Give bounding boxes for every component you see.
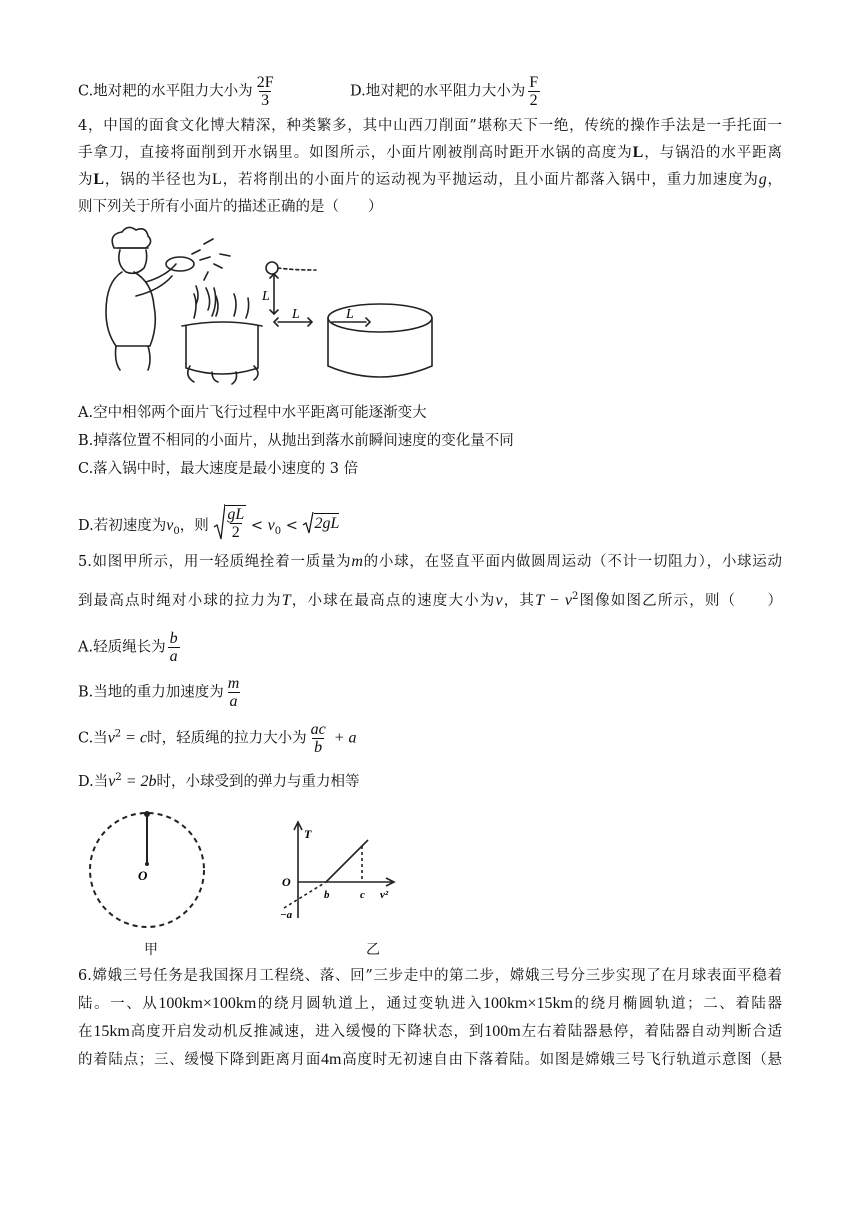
q4-option-a: A.空中相邻两个面片飞行过程中水平距离可能逐渐变大 xyxy=(78,405,427,421)
tick-c: c xyxy=(360,889,365,901)
q4-option-c: C.落入锅中时，最大速度是最小速度的 3 倍 xyxy=(78,461,359,477)
circle-figure-jia xyxy=(84,808,210,934)
caption-yi: 乙 xyxy=(366,942,380,958)
q5-line-1: 5.如图甲所示，用一轻质绳拴着一质量为m的小球，在竖直平面内做圆周运动（不计一切阻力），小球运动 xyxy=(78,553,782,570)
fraction: $\frac{F}{2}$ xyxy=(529,74,539,109)
tick-minus-a: −a xyxy=(280,909,293,921)
label-L-horizontal: L xyxy=(292,307,300,322)
q4-line-2: 手拿刀，直接将面削到开水锅里。如图所示，小面片刚被削高时距开水锅的高度为L，与锅沿的水平距离 xyxy=(78,144,783,161)
q4-line-4: 则下列关于所有小面片的描述正确的是（ ） xyxy=(78,199,383,215)
caption-jia: 甲 xyxy=(144,942,158,958)
q6-line-1: 6.嫦娥三号任务是我国探月工程绕、落、回”三步走中的第二步，嫦娥三号分三步实现了在月球表面平稳着 xyxy=(78,968,782,984)
axis-label-T: T xyxy=(304,827,312,841)
noodle-figure xyxy=(96,226,441,394)
q5-line-2: 到最高点时绳对小球的拉力为T，小球在最高点的速度大小为v，其$T - v^2$图像如图乙所示，则（ ） xyxy=(78,591,783,609)
axis-origin-O: O xyxy=(282,875,291,889)
label-L-radius: L xyxy=(346,307,354,322)
q6-line-2: 陆。一、从100km×100km的绕月圆轨道上，通过变轨进入100km×15km的绕月椭圆轨道；二、着陆器 xyxy=(78,995,783,1012)
sqrt-gL-over-2: $\frac{gL}{2}$ xyxy=(213,503,246,549)
label-L-vertical: L xyxy=(262,289,270,304)
graph-figure-yi xyxy=(276,818,406,922)
q4-line-1: 4，中国的面食文化博大精深，种类繁多，其中山西刀削面”堪称天下一绝，传统的操作手法是一手托面一 xyxy=(78,118,782,134)
q5-option-d: D.当$v^2 = 2b$时，小球受到的弹力与重力相等 xyxy=(78,772,360,790)
tick-b: b xyxy=(324,889,330,901)
q5-option-b: B.当地的重力加速度为 $\frac{m}{a}$ xyxy=(78,675,240,710)
label-O: O xyxy=(138,868,148,883)
q4-option-d: D.若初速度为$v_0$，则 $\frac{gL}{2}$ < $v_0$ < 2gL xyxy=(78,503,339,549)
q5-option-c: C.当$v^2 = c$时，轻质绳的拉力大小为 $\frac{ac}{b}$ + a xyxy=(78,721,357,756)
q6-line-4: 的着陆点；三、缓慢下降到距离月面4m高度时无初速自由下落着陆。如图是嫦娥三号飞行轨道示意图（悬 xyxy=(78,1051,783,1068)
q4-line-3: 为L，锅的半径也为L，若将削出的小面片的运动视为平抛运动，且小面片都落入锅中，重力加速度为g， xyxy=(78,171,783,188)
fraction: $\frac{2F}{3}$ xyxy=(256,74,274,109)
q6-line-3: 在15km高度开启发动机反推减速，进入缓慢的下降状态，到100m左右着陆器悬停，着陆器自动判断合适 xyxy=(78,1023,783,1040)
q3-option-c: C.地对耙的水平阻力大小为 $\frac{2F}{3}$ xyxy=(78,74,274,109)
q4-option-b: B.掉落位置不相同的小面片，从抛出到落水前瞬间速度的变化量不同 xyxy=(78,433,514,449)
q3-option-d: D.地对耙的水平阻力大小为 $\frac{F}{2}$ xyxy=(350,74,539,109)
sqrt-2gL: 2gL xyxy=(302,511,339,541)
axis-label-v2: v² xyxy=(380,889,389,901)
q5-option-a: A.轻质绳长为 $\frac{b}{a}$ xyxy=(78,630,178,665)
